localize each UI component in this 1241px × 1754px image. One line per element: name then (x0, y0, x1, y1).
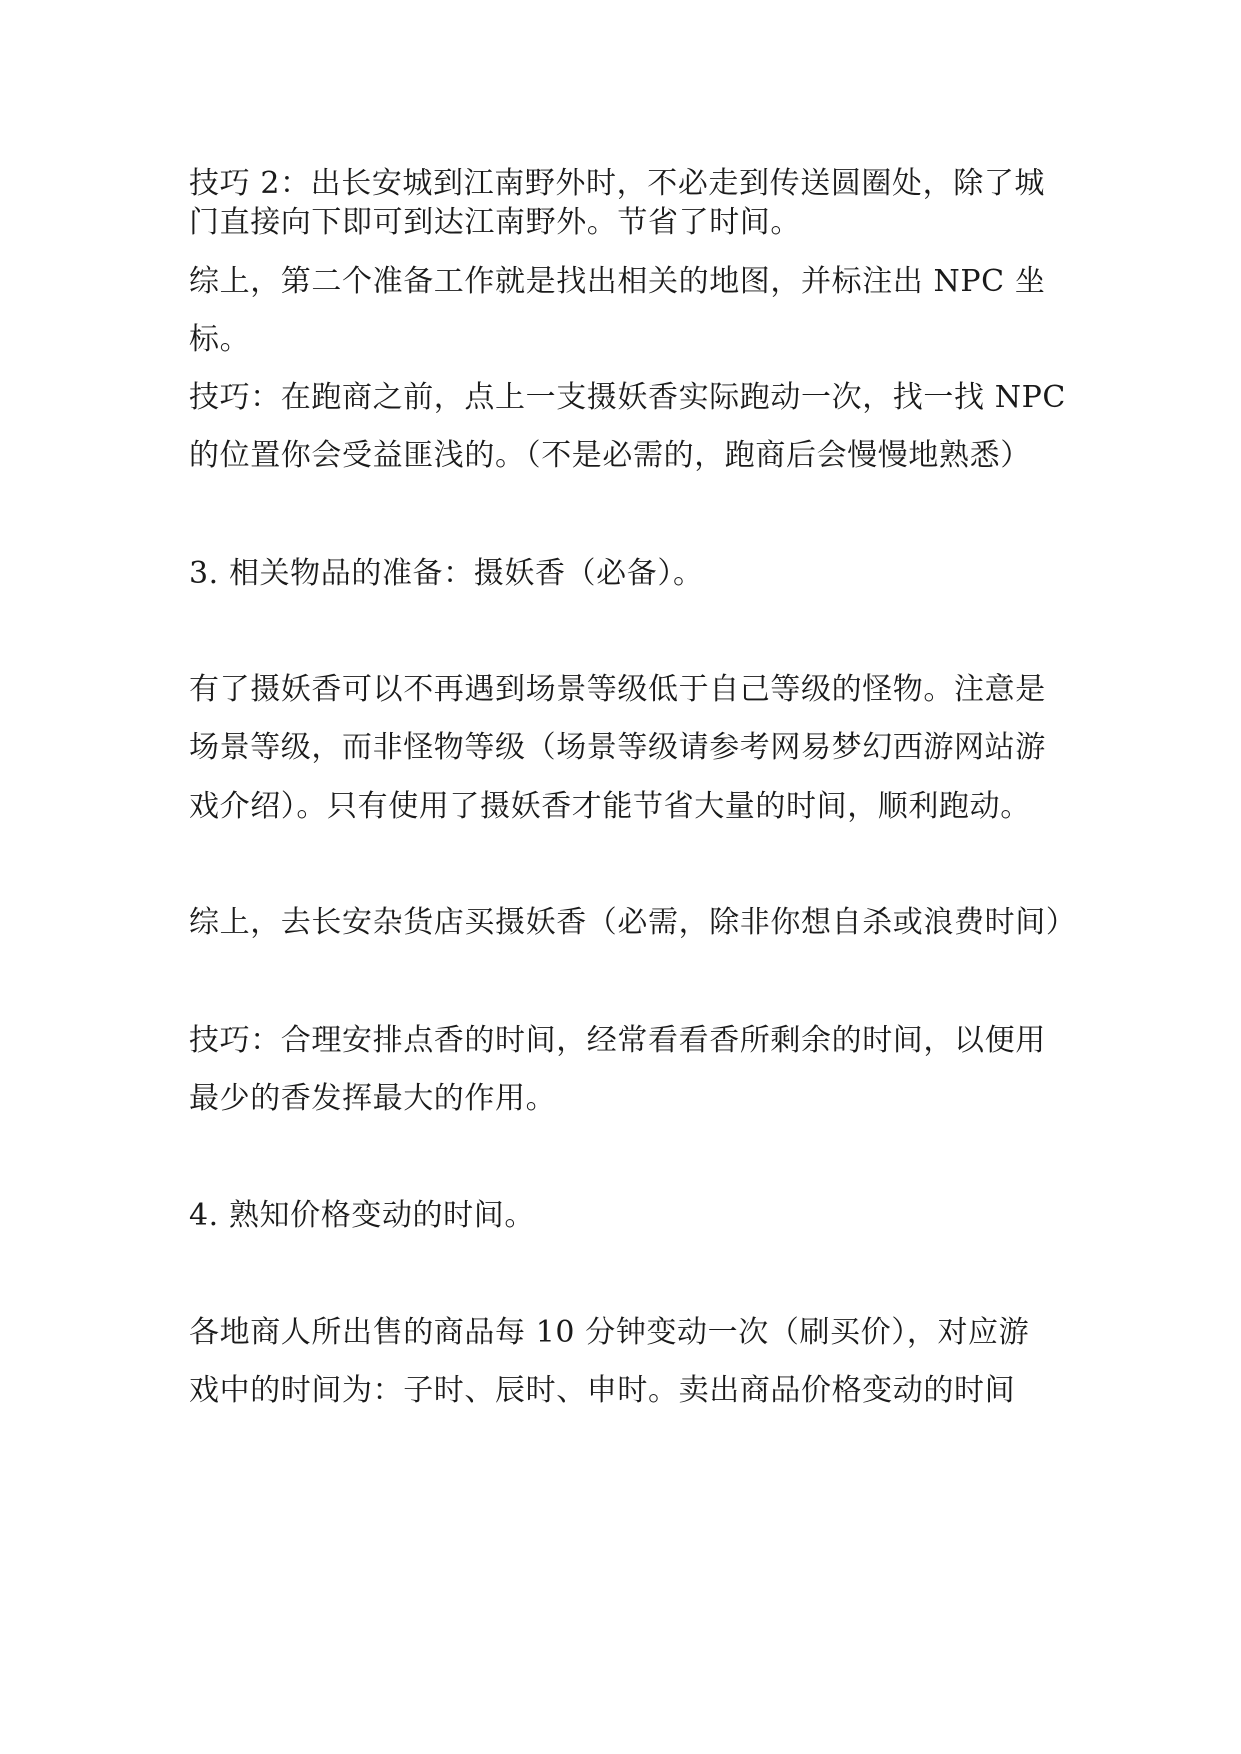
tip-run-line-2: 的位置你会受益匪浅的。（不是必需的，跑商后会慢慢地熟悉） (189, 438, 1031, 473)
tip-incense-line-1: 技巧：合理安排点香的时间，经常看看香所剩余的时间，以便用 (189, 1023, 1046, 1058)
price-para-line-2: 戏中的时间为：子时、辰时、申时。卖出商品价格变动的时间 (189, 1373, 1016, 1408)
summary-map-line-1: 综上，第二个准备工作就是找出相关的地图，并标注出 NPC 坐 (189, 264, 1046, 299)
summary-incense-line: 综上，去长安杂货店买摄妖香（必需，除非你想自杀或浪费时间） (189, 905, 1077, 940)
incense-para-line-2: 场景等级，而非怪物等级（场景等级请参考网易梦幻西游网站游 (189, 730, 1046, 765)
incense-para-line-3: 戏介绍）。只有使用了摄妖香才能节省大量的时间，顺利跑动。 (189, 789, 1031, 824)
price-para-line-1: 各地商人所出售的商品每 10 分钟变动一次（刷买价），对应游 (189, 1315, 1030, 1350)
incense-para-line-1: 有了摄妖香可以不再遇到场景等级低于自己等级的怪物。注意是 (189, 672, 1046, 707)
summary-map-line-2: 标。 (189, 322, 251, 357)
section-4-heading: 4. 熟知价格变动的时间。 (189, 1198, 535, 1233)
tip-2-line-2: 门直接向下即可到达江南野外。节省了时间。 (189, 205, 801, 240)
tip-incense-line-2: 最少的香发挥最大的作用。 (189, 1081, 557, 1116)
tip-run-line-1: 技巧：在跑商之前，点上一支摄妖香实际跑动一次，找一找 NPC (189, 380, 1066, 415)
section-3-heading: 3. 相关物品的准备：摄妖香（必备）。 (189, 556, 704, 591)
tip-2-line-1: 技巧 2：出长安城到江南野外时，不必走到传送圆圈处，除了城 (189, 166, 1046, 201)
